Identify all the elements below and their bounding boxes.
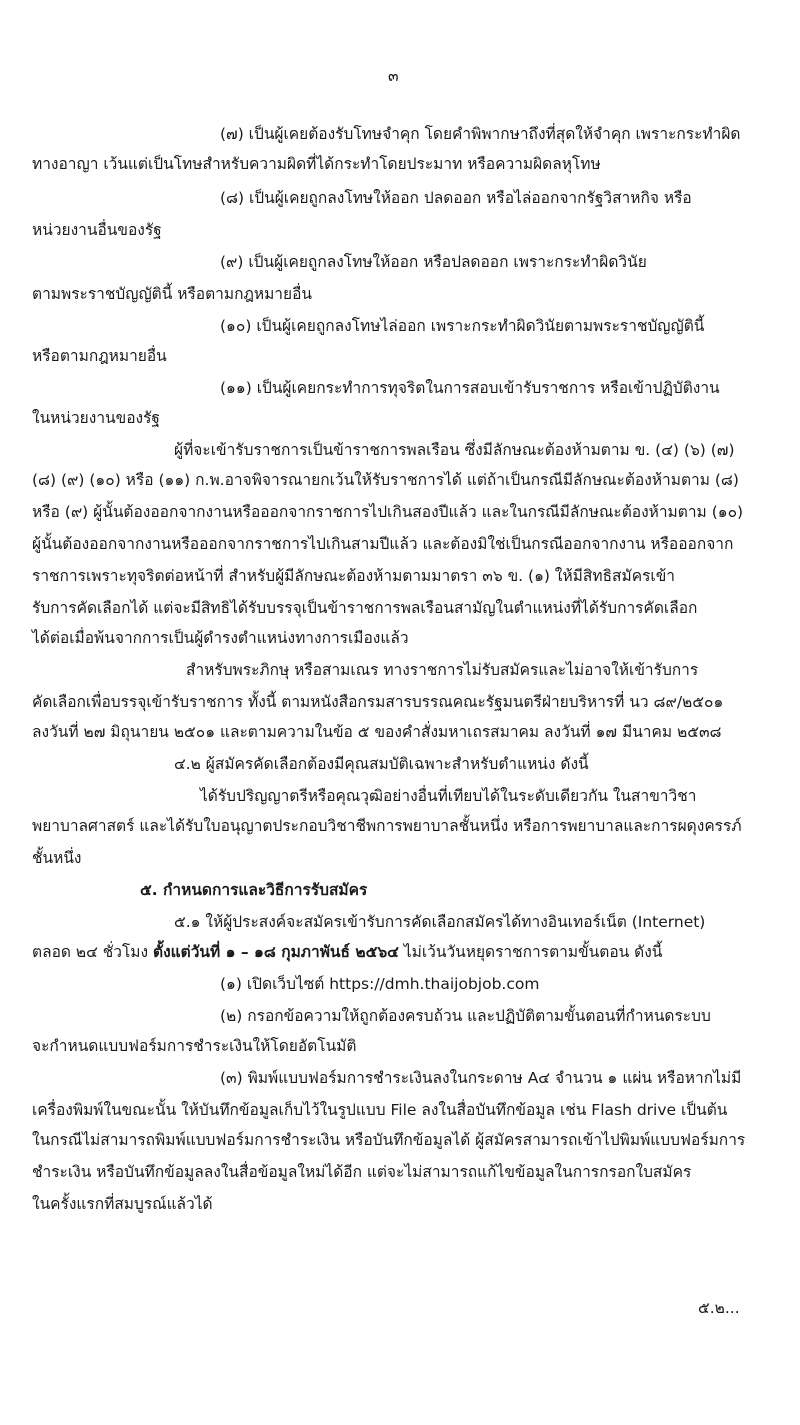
section-5-1-line-2 <box>32 942 662 962</box>
step-2-line-1: (๒) กรอกข้อความให้ถูกต้องครบถ้วน และปฏิบัติตามขั้นตอนที่กำหนดระบบ <box>220 1007 711 1025</box>
exemption-line-3: หรือ (๙) ผู้นั้นต้องออกจากงานหรือออกจากราชการไปเกินสองปีแล้ว และในกรณีมีลักษณะต้องห้ามตาม (๑๐) <box>32 503 744 521</box>
step-3-line-3: ในกรณีไม่สามารถพิมพ์แบบฟอร์มการชำระเงิน หรือบันทึกข้อมูลได้ ผู้สมัครสามารถเข้าไปพิมพ์แบบฟอร์มการ <box>32 1131 746 1149</box>
schedule-prefix: ตลอด ๒๔ ชั่วโมง <box>32 943 154 961</box>
step-2-line-2: จะกำหนดแบบฟอร์มการชำระเงินให้โดยอัตโนมัติ <box>32 1037 357 1055</box>
qualification-line-1: ได้รับปริญญาตรีหรือคุณวุฒิอย่างอื่นที่เทียบได้ในระดับเดียวกัน ในสาขาวิชา <box>200 787 697 805</box>
step-3-line-1: (๓) พิมพ์แบบฟอร์มการชำระเงินลงในกระดาษ A๔ จำนวน ๑ แผ่น หรือหากไม่มี <box>220 1069 742 1087</box>
schedule-suffix: ไม่เว้นวันหยุดราชการตามขั้นตอน ดังนี้ <box>398 943 663 961</box>
exemption-line-2: (๘) (๙) (๑๐) หรือ (๑๑) ก.พ.อาจพิจารณายกเว้นให้รับราชการได้ แต่ถ้าเป็นกรณีมีลักษณะต้องห้ามตาม (๘) <box>32 471 739 489</box>
monk-line-2: คัดเลือกเพื่อบรรจุเข้ารับราชการ ทั้งนี้ ตามหนังสือกรมสารบรรณคณะรัฐมนตรีฝ่ายบริหารที่ นว ๘๙/๒๕๐๑ <box>32 693 724 711</box>
section-4-2-heading: ๔.๒ ผู้สมัครคัดเลือกต้องมีคุณสมบัติเฉพาะสำหรับตำแหน่ง ดังนี้ <box>174 755 589 773</box>
exemption-line-5: ราชการเพราะทุจริตต่อหน้าที่ สำหรับผู้มีลักษณะต้องห้ามตามมาตรา ๓๖ ข. (๑) ให้มีสิทธิสมัครเข้า <box>32 567 676 585</box>
exemption-line-7: ได้ต่อเมื่อพ้นจากการเป็นผู้ดำรงตำแหน่งทางการเมืองแล้ว <box>32 629 409 647</box>
section-5-heading: ๕. กำหนดการและวิธีการรับสมัคร <box>140 881 368 899</box>
qualification-line-2: พยาบาลศาสตร์ และได้รับใบอนุญาตประกอบวิชาชีพการพยาบาลชั้นหนึ่ง หรือการพยาบาลและการผดุงครรภ์ <box>32 817 742 835</box>
exemption-line-6: รับการคัดเลือกได้ แต่จะมีสิทธิได้รับบรรจุเป็นข้าราชการพลเรือนสามัญในตำแหน่งที่ได้รับการคัดเลือก <box>32 599 698 617</box>
clause-7-line-2: ทางอาญา เว้นแต่เป็นโทษสำหรับความผิดที่ได้กระทำโดยประมาท หรือความผิดลหุโทษ <box>32 155 601 173</box>
qualification-line-3: ชั้นหนึ่ง <box>32 849 82 867</box>
monk-line-1: สำหรับพระภิกษุ หรือสามเณร ทางราชการไม่รับสมัครและไม่อาจให้เข้ารับการ <box>186 661 699 679</box>
clause-11-line-1: (๑๑) เป็นผู้เคยกระทำการทุจริตในการสอบเข้ารับราชการ หรือเข้าปฏิบัติงาน <box>220 379 720 397</box>
application-period: ตั้งแต่วันที่ ๑ – ๑๘ กุมภาพันธ์ ๒๕๖๔ <box>153 943 399 961</box>
section-5-1-line-1: ๕.๑ ให้ผู้ประสงค์จะสมัครเข้ารับการคัดเลือกสมัครได้ทางอินเทอร์เน็ต (Internet) <box>174 913 706 931</box>
clause-7-line-1: (๗) เป็นผู้เคยต้องรับโทษจำคุก โดยคำพิพากษาถึงที่สุดให้จำคุก เพราะกระทำผิด <box>220 125 741 143</box>
step-3-line-2: เครื่องพิมพ์ในขณะนั้น ให้บันทึกข้อมูลเก็บไว้ในรูปแบบ File ลงในสื่อบันทึกข้อมูล เช่น Flash drive เป็นต้น <box>32 1101 728 1119</box>
step-3-line-4: ชำระเงิน หรือบันทึกข้อมูลลงในสื่อข้อมูลใหม่ได้อีก แต่จะไม่สามารถแก้ไขข้อมูลในการกรอกใบสมัคร <box>32 1163 692 1181</box>
clause-8-line-2: หน่วยงานอื่นของรัฐ <box>32 221 162 239</box>
clause-8-line-1: (๘) เป็นผู้เคยถูกลงโทษให้ออก ปลดออก หรือไล่ออกจากรัฐวิสาหกิจ หรือ <box>220 189 692 207</box>
exemption-line-4: ผู้นั้นต้องออกจากงานหรือออกจากราชการไปเกินสามปีแล้ว และต้องมิใช่เป็นกรณีออกจากงาน หรือออกจาก <box>32 535 734 553</box>
clause-10-line-2: หรือตามกฎหมายอื่น <box>32 347 167 365</box>
footer-continuation: ๕.๒... <box>698 1299 740 1317</box>
clause-11-line-2: ในหน่วยงานของรัฐ <box>32 409 160 427</box>
step-1-website: (๑) เปิดเว็บไซต์ https://dmh.thaijobjob.com <box>220 975 540 993</box>
monk-line-3: ลงวันที่ ๒๗ มิถุนายน ๒๕๐๑ และตามความในข้อ ๕ ของคำสั่งมหาเถรสมาคม ลงวันที่ ๑๗ มีนาคม ๒๕๓๘ <box>32 723 722 741</box>
clause-9-line-1: (๙) เป็นผู้เคยถูกลงโทษให้ออก หรือปลดออก เพราะกระทำผิดวินัย <box>220 253 647 271</box>
exemption-line-1: ผู้ที่จะเข้ารับราชการเป็นข้าราชการพลเรือน ซึ่งมีลักษณะต้องห้ามตาม ข. (๔) (๖) (๗) <box>174 441 735 459</box>
page-number: ๓ <box>388 67 399 85</box>
step-3-line-5: ในครั้งแรกที่สมบูรณ์แล้วได้ <box>32 1195 213 1213</box>
clause-9-line-2: ตามพระราชบัญญัตินี้ หรือตามกฎหมายอื่น <box>32 285 312 303</box>
clause-10-line-1: (๑๐) เป็นผู้เคยถูกลงโทษไล่ออก เพราะกระทำผิดวินัยตามพระราชบัญญัตินี้ <box>220 317 705 335</box>
